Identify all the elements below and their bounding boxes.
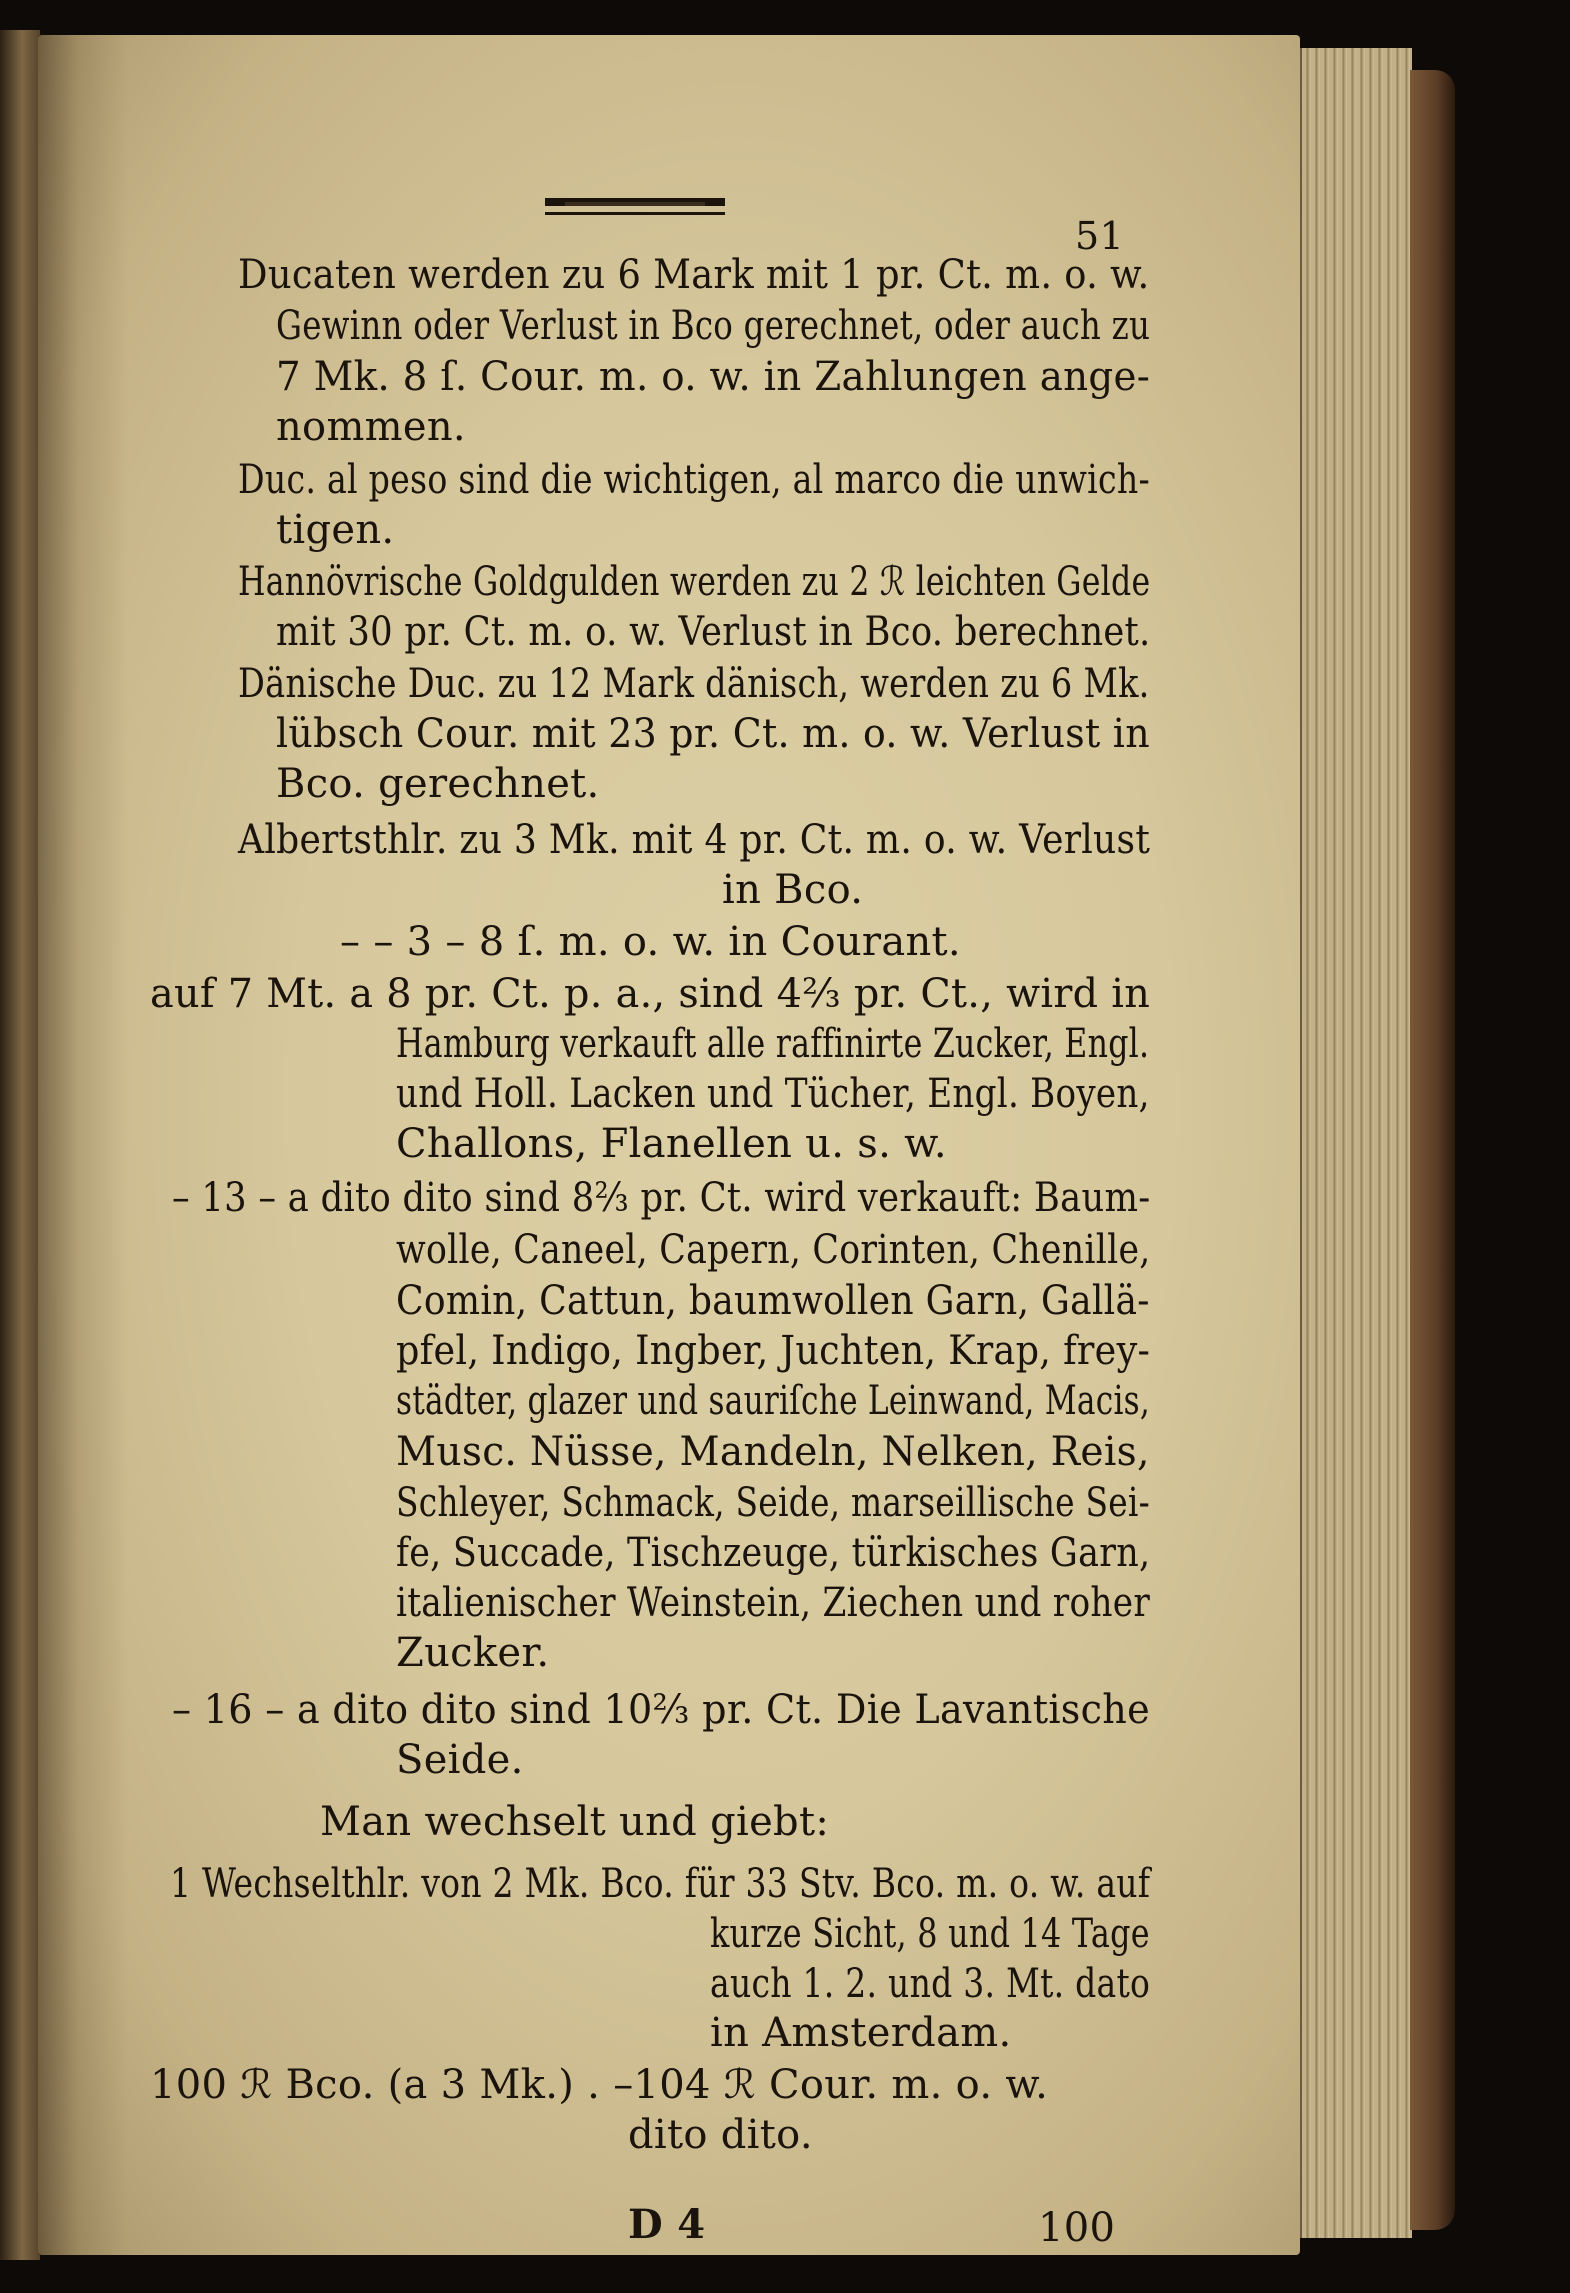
text-line: Albertsthlr. zu 3 Mk. mit 4 pr. Ct. m. o. w. Verlust <box>238 817 1151 863</box>
text-line: dito dito. <box>628 2112 813 2158</box>
text-line: städter, glazer und sauriſche Leinwand, Macis, <box>396 1378 1151 1424</box>
text-line: fe, Succade, Tischzeuge, türkisches Garn, <box>396 1530 1151 1576</box>
text-line: – – 3 – 8 ſ. m. o. w. in Courant. <box>340 919 961 965</box>
text-line: Musc. Nüsse, Mandeln, Nelken, Reis, <box>396 1429 1150 1475</box>
signature-mark: D 4 <box>628 2201 706 2248</box>
text-line: italienischer Weinstein, Ziechen und roher <box>396 1580 1151 1626</box>
text-line: Zucker. <box>396 1630 550 1676</box>
text-line: auch 1. 2. und 3. Mt. dato <box>710 1961 1151 2007</box>
text-line: wolle, Caneel, Capern, Corinten, Chenille, <box>396 1227 1151 1273</box>
text-line: – 16 – a dito dito sind 10⅔ pr. Ct. Die Lavantische <box>172 1687 1150 1733</box>
page-gutter-shadow <box>38 35 128 2255</box>
text-line: nommen. <box>276 404 466 450</box>
text-line: Gewinn oder Verlust in Bco gerechnet, oder auch zu <box>276 303 1151 349</box>
page-stack-edge <box>1300 48 1412 2238</box>
text-line: Challons, Flanellen u. s. w. <box>396 1121 947 1167</box>
text-line: tigen. <box>276 507 395 553</box>
text-line: 100 ℛ Bco. (a 3 Mk.) . –104 ℛ Cour. m. o. w. <box>150 2062 1049 2108</box>
text-line: auf 7 Mt. a 8 pr. Ct. p. a., sind 4⅔ pr. Ct., wird in <box>150 971 1151 1017</box>
text-line: Bco. gerechnet. <box>276 761 600 807</box>
text-line: Man wechselt und giebt: <box>320 1799 830 1845</box>
text-line: Ducaten werden zu 6 Mark mit 1 pr. Ct. m. o. w. <box>238 252 1150 298</box>
facing-page-edge <box>0 30 40 2260</box>
text-line: und Holl. Lacken und Tücher, Engl. Boyen, <box>396 1071 1150 1117</box>
text-line: 7 Mk. 8 ſ. Cour. m. o. w. in Zahlungen ange- <box>276 354 1151 400</box>
text-line: in Amsterdam. <box>710 2010 1012 2056</box>
text-line: Schleyer, Schmack, Seide, marseillische Sei- <box>396 1480 1150 1526</box>
text-line: mit 30 pr. Ct. m. o. w. Verlust in Bco. berechnet. <box>276 609 1151 655</box>
text-line: Seide. <box>396 1737 524 1783</box>
book-cover-edge <box>1410 70 1455 2230</box>
catchword: 100 <box>1038 2205 1116 2251</box>
page-number: 51 <box>1075 214 1124 258</box>
text-line: lübsch Cour. mit 23 pr. Ct. m. o. w. Verlust in <box>276 711 1150 757</box>
text-line: 1 Wechselthlr. von 2 Mk. Bco. für 33 Stv. Bco. m. o. w. auf <box>170 1861 1151 1907</box>
text-line: Hamburg verkauft alle raffinirte Zucker, Engl. <box>396 1021 1150 1067</box>
text-line: Hannövrische Goldgulden werden zu 2 ℛ leichten Gelde <box>238 559 1151 605</box>
text-line: Comin, Cattun, baumwollen Garn, Gallä- <box>396 1278 1150 1324</box>
text-line: Duc. al peso sind die wichtigen, al marco die unwich- <box>238 457 1150 503</box>
text-line: pfel, Indigo, Ingber, Juchten, Krap, frey- <box>396 1328 1151 1374</box>
text-line: Dänische Duc. zu 12 Mark dänisch, werden zu 6 Mk. <box>238 661 1150 707</box>
header-ornament-rule <box>545 198 725 224</box>
text-line: in Bco. <box>722 867 864 913</box>
text-line: kurze Sicht, 8 und 14 Tage <box>710 1911 1150 1957</box>
text-line: – 13 – a dito dito sind 8⅔ pr. Ct. wird verkauft: Baum- <box>172 1175 1151 1221</box>
